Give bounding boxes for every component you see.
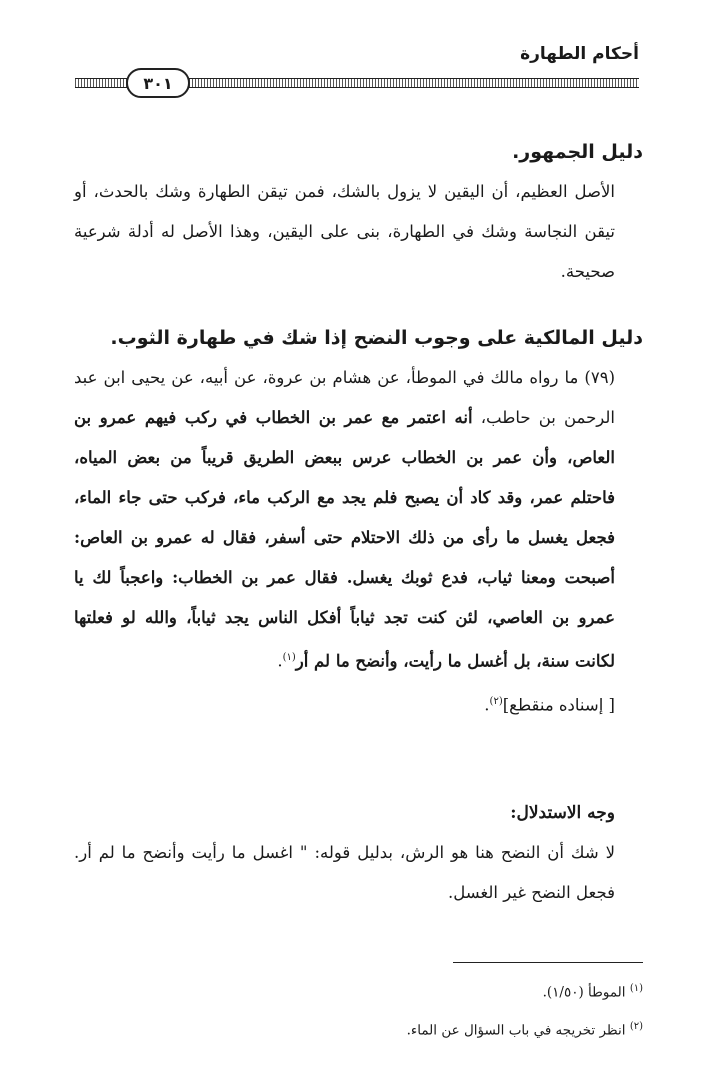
section-heading: وجه الاستدلال:: [510, 803, 615, 823]
footnote-item: [74, 972, 643, 1010]
section-majority: [74, 132, 643, 292]
footnote-text: الموطأ (١/٥٠).: [542, 984, 626, 1001]
hadith-paragraph: [74, 358, 643, 682]
footnote-marker: (٢): [629, 1020, 643, 1032]
running-title: أحكام الطهارة: [520, 44, 639, 64]
footnotes: [74, 972, 643, 1047]
section-heading: دليل الجمهور.: [512, 141, 643, 163]
section-malikiyya: [74, 318, 643, 725]
isnad-line: [74, 682, 643, 726]
isnad-end: .: [484, 695, 490, 714]
hadith-text: أنه اعتمر مع عمر بن الخطاب في ركب فيهم عمرو بن العاص، وأن عمر بن الخطاب عرس ببعض الطريق قريباً من بعض المياه، فاحتلم عمر، وقد كاد أن يصبح فلم يجد مع الركب ماء، فركب حتى جاء الماء، فجعل يغسل ما رأى من ذلك الاحتلام حتى أسفر، فقال له عمرو بن العاص: أصبحت ومعنا ثياب، فدع ثوبك يغسل. فقال عمر بن الخطاب: واعجباً لك يا عمرو بن العاصي، لئن كنت تجد ثياباً أفكل الناس يجد ثياباً، والله لو فعلتها لكانت سنة، بل أغسل ما رأيت، وأنضح ما لم أر: [74, 408, 615, 671]
page-number: ٣٠١: [126, 68, 190, 98]
paragraph: لا شك أن النضح هنا هو الرش، بدليل قوله: " اغسل ما رأيت وأنضح ما لم أر. فجعل النضح غير الغسل.: [74, 843, 615, 902]
section-inference: [74, 793, 643, 913]
footnote-text: انظر تخريجه في باب السؤال عن الماء.: [406, 1022, 626, 1038]
footnote-ref: (٢): [489, 695, 503, 707]
footnote-separator: [453, 962, 643, 963]
hadith-intro: (٧٩) ما رواه مالك في الموطأ، عن هشام بن عروة، عن أبيه، عن يحيى ابن عبد الرحمن بن حاطب،: [74, 368, 616, 427]
footnote-item: [74, 1010, 643, 1048]
hadith-end: .: [277, 651, 283, 671]
isnad-text: [ إسناده منقطع]: [502, 695, 615, 714]
paragraph: الأصل العظيم، أن اليقين لا يزول بالشك، فمن تيقن الطهارة وشك بالحدث، أو تيقن النجاسة وشك في الطهارة، بنى على اليقين، وهذا الأصل له أدلة شرعية صحيحة.: [74, 182, 615, 281]
section-heading: دليل المالكية على وجوب النضح إذا شك في طهارة الثوب.: [110, 327, 643, 349]
footnote-marker: (١): [629, 983, 643, 994]
footnote-ref: (١): [282, 652, 296, 663]
